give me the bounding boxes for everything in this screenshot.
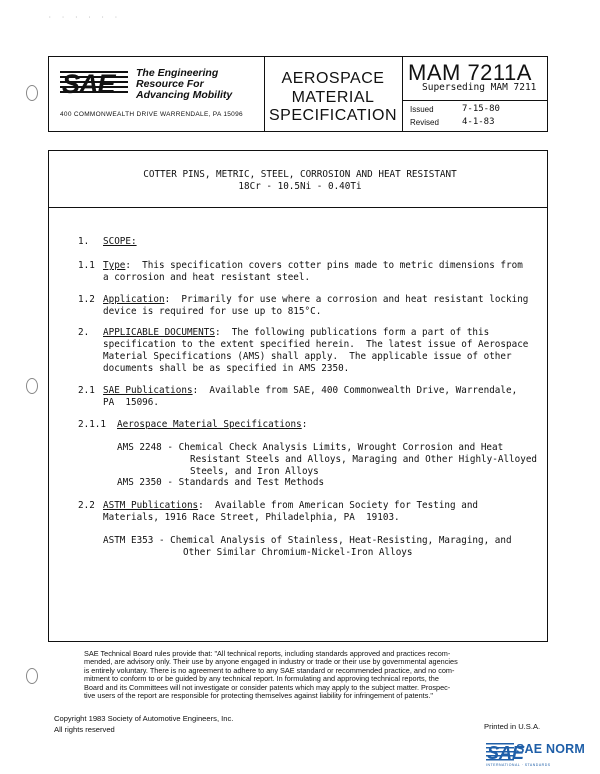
document-number: MAM 7211A: [408, 60, 532, 85]
section-text: : This specification covers cotter pins made to metric dimensions from: [125, 260, 523, 271]
copyright-notice: Copyright 1983 Society of Automotive Engineers, Inc.: [54, 714, 234, 723]
punch-hole: [26, 85, 38, 101]
svg-text:SAE: SAE: [62, 69, 115, 99]
section-1-1-line: [103, 260, 523, 272]
section-heading-type: Type: [103, 260, 126, 271]
section-text: : Available from American Society for Testing and: [198, 500, 479, 511]
section-1-2-line: [103, 294, 528, 306]
org-address: 400 COMMONWEALTH DRIVE WARRENDALE, PA 15096: [60, 111, 243, 118]
spec-title-line: AEROSPACE: [281, 70, 385, 87]
section-number: 2.1: [78, 385, 95, 396]
section-2-1-1-line: [117, 419, 307, 431]
title-divider: [48, 207, 548, 208]
section-text: Material Specifications (AMS) shall apply. The applicable issue of other: [103, 351, 512, 362]
punch-hole: [26, 668, 38, 684]
section-number: 1.: [78, 236, 90, 247]
sae-norm-sublabel: INTERNATIONAL · STANDARDS: [486, 763, 551, 767]
org-tagline-line: Advancing Mobility: [136, 89, 233, 101]
section-text: device is required for use up to 815°C.: [103, 306, 322, 317]
section-2-line: [103, 327, 489, 339]
reference-astm-e353: ASTM E353 - Chemical Analysis of Stainless, Heat-Resisting, Maraging, and: [103, 535, 512, 546]
section-number: 2.: [78, 327, 90, 338]
svg-text:SAE: SAE: [487, 743, 525, 763]
section-heading-ams: Aerospace Material Specifications: [117, 419, 302, 430]
section-text: documents shall be as specified in AMS 2350.: [103, 363, 350, 374]
sae-norm-label: SAE NORM: [516, 742, 585, 756]
sae-norm-logo-icon: [486, 741, 525, 763]
disclaimer-line: mended, are advisory only. Their use by anyone engaged in industry or trade or their use by governmental agencies: [84, 657, 458, 667]
disclaimer-line: is entirely voluntary. There is no agreement to adhere to any SAE standard or recommended practice, and no com-: [84, 665, 455, 675]
section-heading-astm-publications: ASTM Publications: [103, 500, 199, 511]
section-2-1-line: [103, 385, 517, 397]
section-text: Materials, 1916 Race Street, Philadelphia, PA 19103.: [103, 512, 400, 523]
rights-notice: All rights reserved: [54, 725, 115, 734]
sae-norm-watermark: [486, 741, 596, 769]
section-number: 2.2: [78, 500, 95, 511]
org-tagline-line: Resource For: [136, 78, 204, 90]
header-divider: [402, 56, 403, 132]
org-tagline-line: The Engineering: [136, 67, 219, 79]
header-divider: [264, 56, 265, 132]
reference-astm-e353-cont: Other Similar Chromium-Nickel-Iron Alloys: [183, 547, 413, 558]
spec-title-line: SPECIFICATION: [269, 107, 397, 124]
disclaimer-line: mitment to conform to or be guided by any technical report. In formulating and approving technical reports, the: [84, 674, 439, 684]
document-subtitle: 18Cr - 10.5Ni - 0.40Ti: [238, 181, 362, 192]
reference-ams-2350: AMS 2350 - Standards and Test Methods: [117, 477, 325, 488]
section-text: PA 15096.: [103, 397, 159, 408]
section-number: 1.1: [78, 260, 95, 271]
section-2-2-line: [103, 500, 478, 512]
section-number: 2.1.1: [78, 419, 106, 430]
section-text: : Primarily for use where a corrosion and heat resistant locking: [164, 294, 529, 305]
reference-ams-2248: AMS 2248 - Chemical Check Analysis Limits, Wrought Corrosion and Heat: [117, 442, 504, 453]
section-heading-application: Application: [103, 294, 165, 305]
section-text: specification to the extent specified herein. The latest issue of Aerospace: [103, 339, 529, 350]
sae-logo: [60, 68, 128, 98]
disclaimer-line: SAE Technical Board rules provide that: "All technical reports, including standards approved and practices recom-: [84, 649, 451, 658]
reference-ams-2248-cont: Resistant Steels and Alloys, Maraging and Other Highly-Alloyed: [190, 454, 538, 465]
header-divider: [402, 100, 548, 101]
document-title: COTTER PINS, METRIC, STEEL, CORROSION AND HEAT RESISTANT: [143, 169, 457, 180]
spec-title-line: MATERIAL: [291, 89, 375, 106]
revised-label: Revised: [410, 118, 439, 127]
superseding-note: Superseding MAM 7211: [422, 82, 537, 93]
section-text: a corrosion and heat resistant steel.: [103, 272, 311, 283]
scan-artifact-marks: · · · · · ·: [48, 14, 121, 21]
disclaimer-text: [84, 650, 516, 700]
section-heading-applicable-documents: APPLICABLE DOCUMENTS: [103, 327, 215, 338]
revised-date: 4-1-83: [462, 117, 495, 127]
section-text: : The following publications form a part of this: [214, 327, 490, 338]
section-text: :: [301, 419, 308, 430]
issued-label: Issued: [410, 105, 434, 114]
punch-hole: [26, 378, 38, 394]
printed-notice: Printed in U.S.A.: [484, 722, 541, 731]
section-heading-sae-publications: SAE Publications: [103, 385, 193, 396]
section-number: 1.2: [78, 294, 95, 305]
section-heading-scope: SCOPE:: [103, 236, 137, 247]
section-text: : Available from SAE, 400 Commonwealth Drive, Warrendale,: [192, 385, 518, 396]
reference-ams-2248-cont: Steels, and Iron Alloys: [190, 466, 319, 477]
disclaimer-line: Board and its Committees will not investigate or consider patents which may apply to the subject matter. Prospec-: [84, 682, 451, 692]
issued-date: 7-15-80: [462, 104, 500, 114]
disclaimer-line: tive users of the report are responsible for protecting themselves against liability for infringement of patents.": [84, 691, 433, 701]
